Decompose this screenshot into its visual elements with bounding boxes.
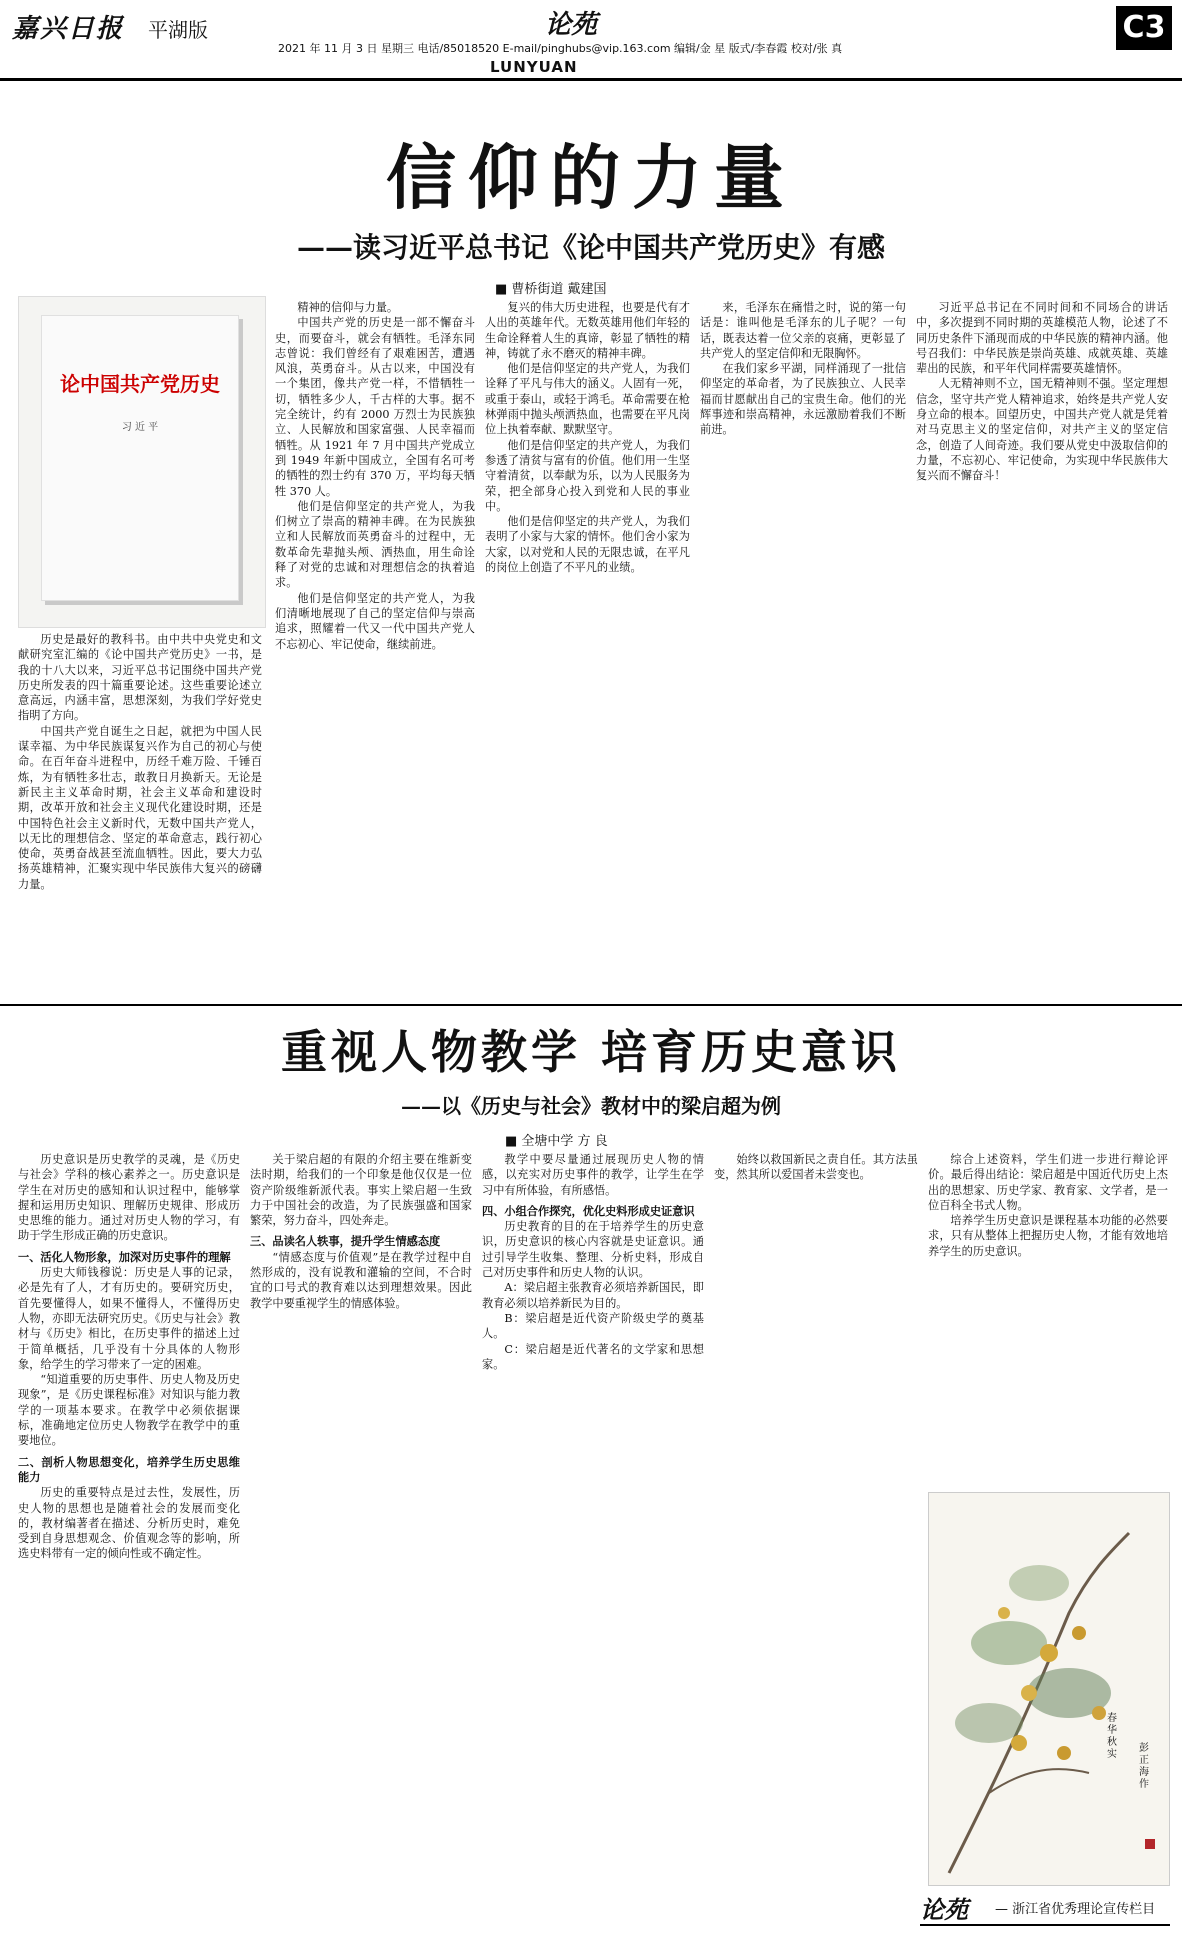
paragraph: 人无精神则不立，国无精神则不强。坚定理想信念，坚守共产党人精神追求，始终是共产党人安身立命的根本。回望历史，中国共产党人就是凭着对马克思主义的坚定信仰，对共产主义的坚定信念，创造了人间奇迹。我们要从党史中汲取信仰的力量，不忘初心、牢记使命，为实现中华民族伟大复兴而不懈奋斗！ (916, 377, 1168, 483)
paragraph: “情感态度与价值观”是在教学过程中自然形成的，没有说教和灌输的空间，不合时宜的口号式的教育难以达到理想效果。因此教学中要重视学生的情感体验。 (250, 1250, 472, 1310)
section-heading: 三、品读名人轶事，提升学生情感态度 (250, 1234, 441, 1249)
article2-title: 重视人物教学 培育历史意识 (280, 1025, 901, 1079)
paragraph: 习近平总书记在不同时间和不同场合的讲话中，多次提到不同时期的英雄模范人物，论述了不同历史条件下涌现而成的中华民族的精神内涵。他号召我们：中华民族是崇尚英雄、成就英雄、英雄辈出的民族，和平年代同样需要英雄情怀。 (916, 301, 1168, 376)
section-en: LUNYUAN (490, 58, 578, 76)
paragraph: 中国共产党的历史是一部不懈奋斗史，而要奋斗，就会有牺牲。毛泽东同志曾说：我们曾经有了艰难困苦，遭遇风浪，英勇奋斗。从古以来，中国没有一个集团，像共产党一样，不惜牺牲一切，牺牲多少人，千古样的大事。据不完全统计，约有 2000 万烈士为民族独立、人民解放和国家富强、人民幸福而牺牲。从 1921 年 7 月中国共产党成立到 1949 年新中国成立，全国有名可考的牺牲的烈士约有 370 万，平均每天牺牲 370 人。 (275, 316, 475, 498)
article1-col2 (275, 300, 475, 994)
article2-subtitle: ——以《历史与社会》教材中的梁启超为例 (401, 1094, 781, 1118)
paragraph: 历史的重要特点是过去性，发展性，历史人物的思想也是随着社会的发展而变化的，教材编著者在描述、分析历史时，难免受到自身思想观念、价值观念等的影响，所选史料带有一定的倾向性或不确定性。 (18, 1486, 240, 1561)
ink-painting (928, 1492, 1170, 1886)
painting-image (929, 1493, 1169, 1885)
painting-inscription-right: 彭正海 作 (1139, 1743, 1149, 1790)
info-line: 2021 年 11 月 3 日 星期三 电话/85018520 E-mail/pinghubs@vip.163.com 编辑/金 星 版式/李春霞 校对/张 真 (278, 42, 843, 55)
article2-col4 (714, 1152, 918, 1924)
paragraph: B：梁启超是近代资产阶级史学的奠基人。 (482, 1311, 704, 1341)
article2-byline: ■ 全塘中学 方 良 (505, 1134, 608, 1149)
painting-inscription-left: 春华秋实 (1107, 1713, 1117, 1760)
paragraph: 综合上述资料，学生们进一步进行辩论评价。最后得出结论：梁启超是中国近代历史上杰出的思想家、历史学家、教育家、文学者，是一位百科全书式人物。 (928, 1153, 1168, 1212)
book-title: 论中国共产党历史 (60, 372, 220, 396)
paragraph: 他们是信仰坚定的共产党人，为我们树立了崇高的精神丰碑。在为民族独立和人民解放而英勇奋斗的过程中，无数革命先辈抛头颅、洒热血，用生命诠释了对党的忠诚和对理想信念的执着追求。 (275, 499, 475, 590)
section-logo: 论苑 (545, 10, 598, 40)
paragraph: 关于梁启超的有限的介绍主要在维新变法时期，给我们的一个印象是他仅仅是一位资产阶级维新派代表。事实上梁启超一生致力于中国社会的改造，为了民族强盛和国家繁荣，努力奋斗，四处奔走。 (250, 1153, 472, 1228)
article2-col3 (482, 1152, 704, 1924)
paragraph: 历史大师钱穆说：历史是人事的记录，必是先有了人，才有历史的。要研究历史，首先要懂得人，如果不懂得人，不懂得历史人物，亦即无法研究历史。《历史与社会》教材与《历史》相比，在历史事件的描述上过于简单概括，几乎没有十分具体的人物形象，给学生的学习带来了一定的困难。 (18, 1266, 240, 1371)
article1-subtitle: ——读习近平总书记《论中国共产党历史》有感 (296, 231, 885, 264)
paragraph: 他们是信仰坚定的共产党人，为我们参透了清贫与富有的价值。他们用一生坚守着清贫，以奉献为乐，以为人民服务为荣，把全部身心投入到党和人民的事业中。 (485, 438, 690, 513)
footer-rule (920, 1924, 1170, 1926)
paragraph: C：梁启超是近代著名的文学家和思想家。 (482, 1342, 704, 1371)
paragraph: 历史是最好的教科书。由中共中央党史和文献研究室汇编的《论中国共产党历史》一书，是我的十八大以来，习近平总书记围绕中国共产党历史所发表的四十篇重要论述。这些重要论述立意高远，内涵丰富，思想深刻，为我们学好党史指明了方向。 (18, 633, 262, 723)
paragraph: “知道重要的历史事件、历史人物及历史现象”，是《历史课程标准》对知识与能力教学的一项基本要求。在教学中必须依据课标，准确地定位历史人物教学在教学中的重要地位。 (18, 1373, 240, 1448)
article1-col4 (700, 300, 906, 994)
masthead (0, 0, 1182, 76)
section-rule (0, 1004, 1182, 1006)
book-cover (41, 315, 239, 601)
paragraph: 来，毛泽东在痛惜之时，说的第一句话是：谁叫他是毛泽东的儿子呢？一句话，既表达着一位父亲的哀痛，更彰显了共产党人的坚定信仰和无限胸怀。 (700, 301, 906, 360)
paragraph: 复兴的伟大历史进程，也要是代有才人出的英雄年代。无数英雄用他们年轻的生命诠释着人生的真谛，彰显了牺牲的精神，铸就了永不磨灭的精神丰碑。 (485, 301, 690, 360)
paragraph: 培养学生历史意识是课程基本功能的必然要求，只有从整体上把握历史人物，才能有效地培养学生的历史意识。 (928, 1214, 1168, 1258)
page-number: C3 (1116, 6, 1172, 50)
paragraph: 历史教育的目的在于培养学生的历史意识，历史意识的核心内容就是史证意识。通过引导学生收集、整理、分析史料，形成自己对历史事件和历史人物的认识。 (482, 1220, 704, 1280)
paragraph: A：梁启超主张教育必须培养新国民，即教育必须以培养新民为目的。 (482, 1281, 704, 1310)
article2-col1 (18, 1152, 240, 1924)
paragraph: 中国共产党自诞生之日起，就把为中国人民谋幸福、为中华民族谋复兴作为自己的初心与使命。在百年奋斗进程中，历经千难万险、千锤百炼，为有牺牲多壮志，敢教日月换新天。无论是新民主主义革命时期，社会主义革命和建设时期，改革开放和社会主义现代化建设时期，还是中国特色社会主义新时代，无数中国共产党人，以无比的理想信念、坚定的革命意志，践行初心使命，英勇奋战甚至流血牺牲。因此，要大力弘扬英雄精神，汇聚实现中华民族伟大复兴的磅礴力量。 (18, 724, 262, 891)
top-rule (0, 78, 1182, 81)
book-author: 习 近 平 (121, 422, 159, 433)
paragraph: 他们是信仰坚定的共产党人，为我们清晰地展现了自己的坚定信仰与崇高追求，照耀着一代又一代中国共产党人不忘初心、牢记使命，继续前进。 (275, 591, 475, 651)
section-heading: 一、活化人物形象，加深对历史事件的理解 (18, 1249, 231, 1264)
article1-title: 信仰的力量 (386, 137, 796, 219)
footer-logo: 论苑 (920, 1895, 968, 1924)
book-photo (18, 296, 266, 628)
footer-text: — 浙江省优秀理论宣传栏目 (995, 1902, 1156, 1917)
paragraph: 在我们家乡平湖，同样涌现了一批信仰坚定的革命者，为了民族独立、人民幸福而甘愿献出自己的宝贵生命。他们的光辉事迹和崇高精神，永远激励着我们不断前进。 (700, 362, 906, 437)
article1-col1 (18, 632, 262, 994)
section-heading: 四、小组合作探究，优化史料形成史证意识 (482, 1203, 695, 1218)
paper-edition: 平湖版 (148, 18, 208, 42)
paper-name: 嘉兴日报 (12, 14, 125, 44)
article1-col3 (485, 300, 690, 994)
paragraph: 精神的信仰与力量。 (297, 301, 399, 314)
paragraph: 教学中要尽量通过展现历史人物的情感，以充实对历史事件的教学，让学生在学习中有所体验，有所感悟。 (482, 1153, 704, 1197)
paragraph: 历史意识是历史教学的灵魂，是《历史与社会》学科的核心素养之一。历史意识是学生在对历史的感知和认识过程中，能够掌握和运用历史知识、理解历史规律、形成历史思维的能力。通过对历史人物的学习，有助于学生形成正确的历史意识。 (18, 1153, 240, 1243)
section-heading: 二、剖析人物思想变化，培养学生历史思维能力 (18, 1454, 240, 1484)
article1-col5 (916, 300, 1168, 994)
article1-byline: ■ 曹桥街道 戴建国 (495, 282, 607, 297)
article2-col5 (928, 1152, 1168, 1482)
paragraph: 始终以救国新民之责自任。其方法虽变，然其所以爱国者未尝变也。 (714, 1153, 918, 1182)
paragraph: 他们是信仰坚定的共产党人，为我们表明了小家与大家的情怀。他们舍小家为大家，以对党和人民的无限忠诚，在平凡的岗位上创造了不平凡的业绩。 (485, 515, 690, 575)
article2-col2 (250, 1152, 472, 1924)
paragraph: 他们是信仰坚定的共产党人，为我们诠释了平凡与伟大的涵义。人固有一死，或重于泰山，或轻于鸿毛。革命需要在枪林弹雨中抛头颅洒热血，也需要在平凡岗位上执着奉献、默默坚守。 (485, 362, 690, 437)
